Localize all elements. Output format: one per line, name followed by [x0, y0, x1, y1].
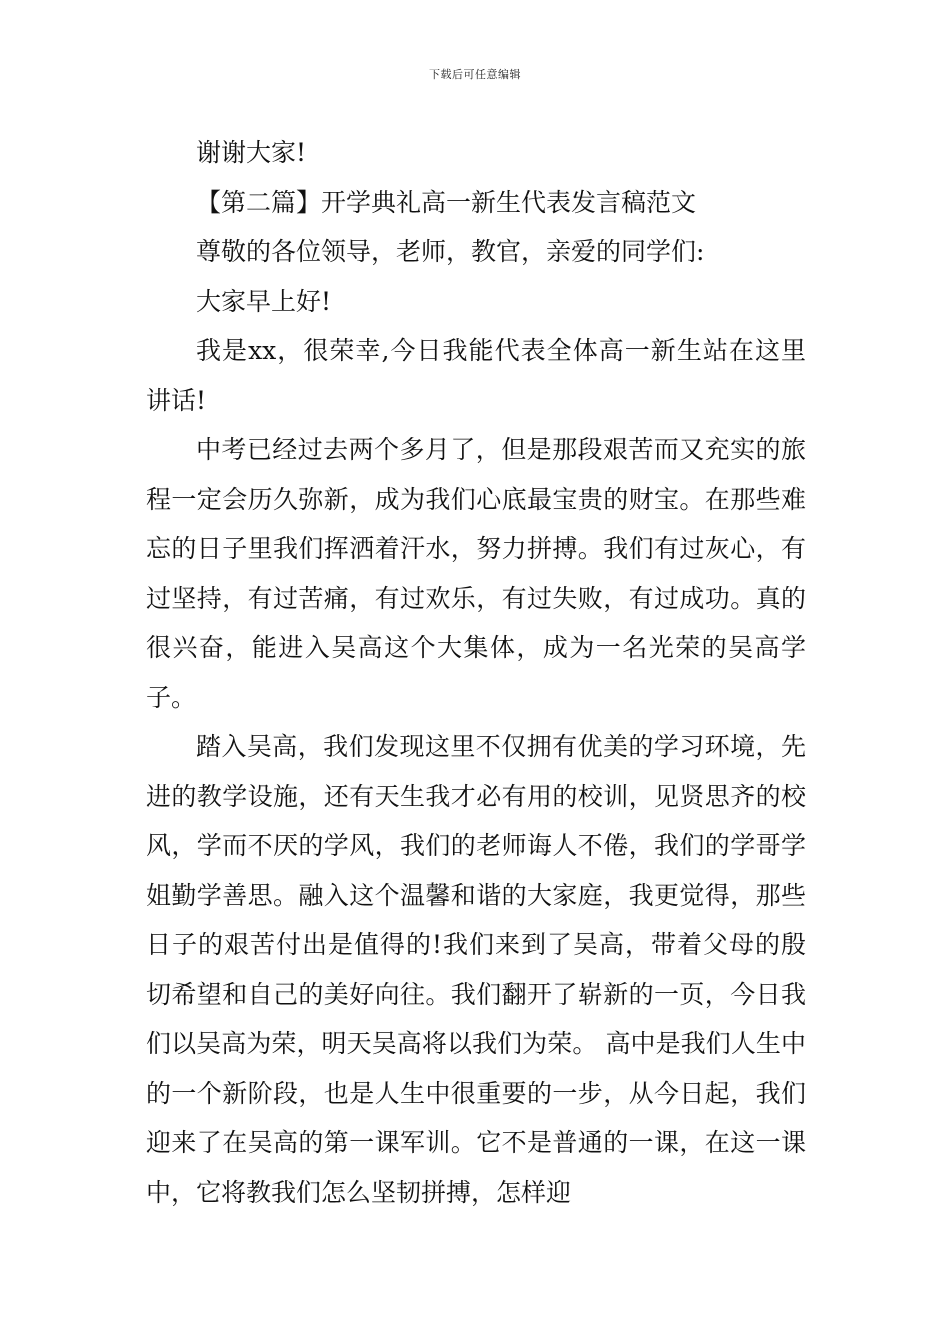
paragraph-entering-school: 踏入吴高，我们发现这里不仅拥有优美的学习环境，先进的教学设施，还有天生我才必有用的校训，见贤思齐的校风，学而不厌的学风，我们的老师诲人不倦，我们的学哥学姐勤学善思。融入这个温馨和谐的大家庭，我更觉得，那些日子的艰苦付出是值得的!我们来到了吴高，带着父母的殷切希望和自己的美好向往。我们翻开了崭新的一页，今日我们以吴高为荣，明天吴高将以我们为荣。 高中是我们人生中的一个新阶段，也是人生中很重要的一步，从今日起，我们迎来了在吴高的第一课军训。它不是普通的一课，在这一课中，它将教我们怎么坚韧拼搏，怎样迎: [146, 732, 806, 1207]
document-body: [146, 128, 806, 1217]
paragraph-greeting: 大家早上好!: [196, 286, 332, 316]
paragraph-intro: 我是xx，很荣幸,今日我能代表全体高一新生站在这里讲话!: [146, 336, 806, 415]
paragraph-thanks: 谢谢大家!: [196, 138, 307, 167]
paragraph-exam-memory: 中考已经过去两个多月了，但是那段艰苦而又充实的旅程一定会历久弥新，成为我们心底最宝贵的财宝。在那些难忘的日子里我们挥洒着汗水，努力拼搏。我们有过灰心，有过坚持，有过苦痛，有过欢乐，有过失败，有过成功。真的很兴奋，能进入吴高这个大集体，成为一名光荣的吴高学子。: [146, 435, 806, 712]
paragraph-salutation: 尊敬的各位领导，老师，教官，亲爱的同学们:: [196, 237, 705, 266]
header-note: 下载后可任意编辑: [429, 68, 521, 81]
paragraph-section-title: 【第二篇】开学典礼高一新生代表发言稿范文: [196, 187, 697, 217]
